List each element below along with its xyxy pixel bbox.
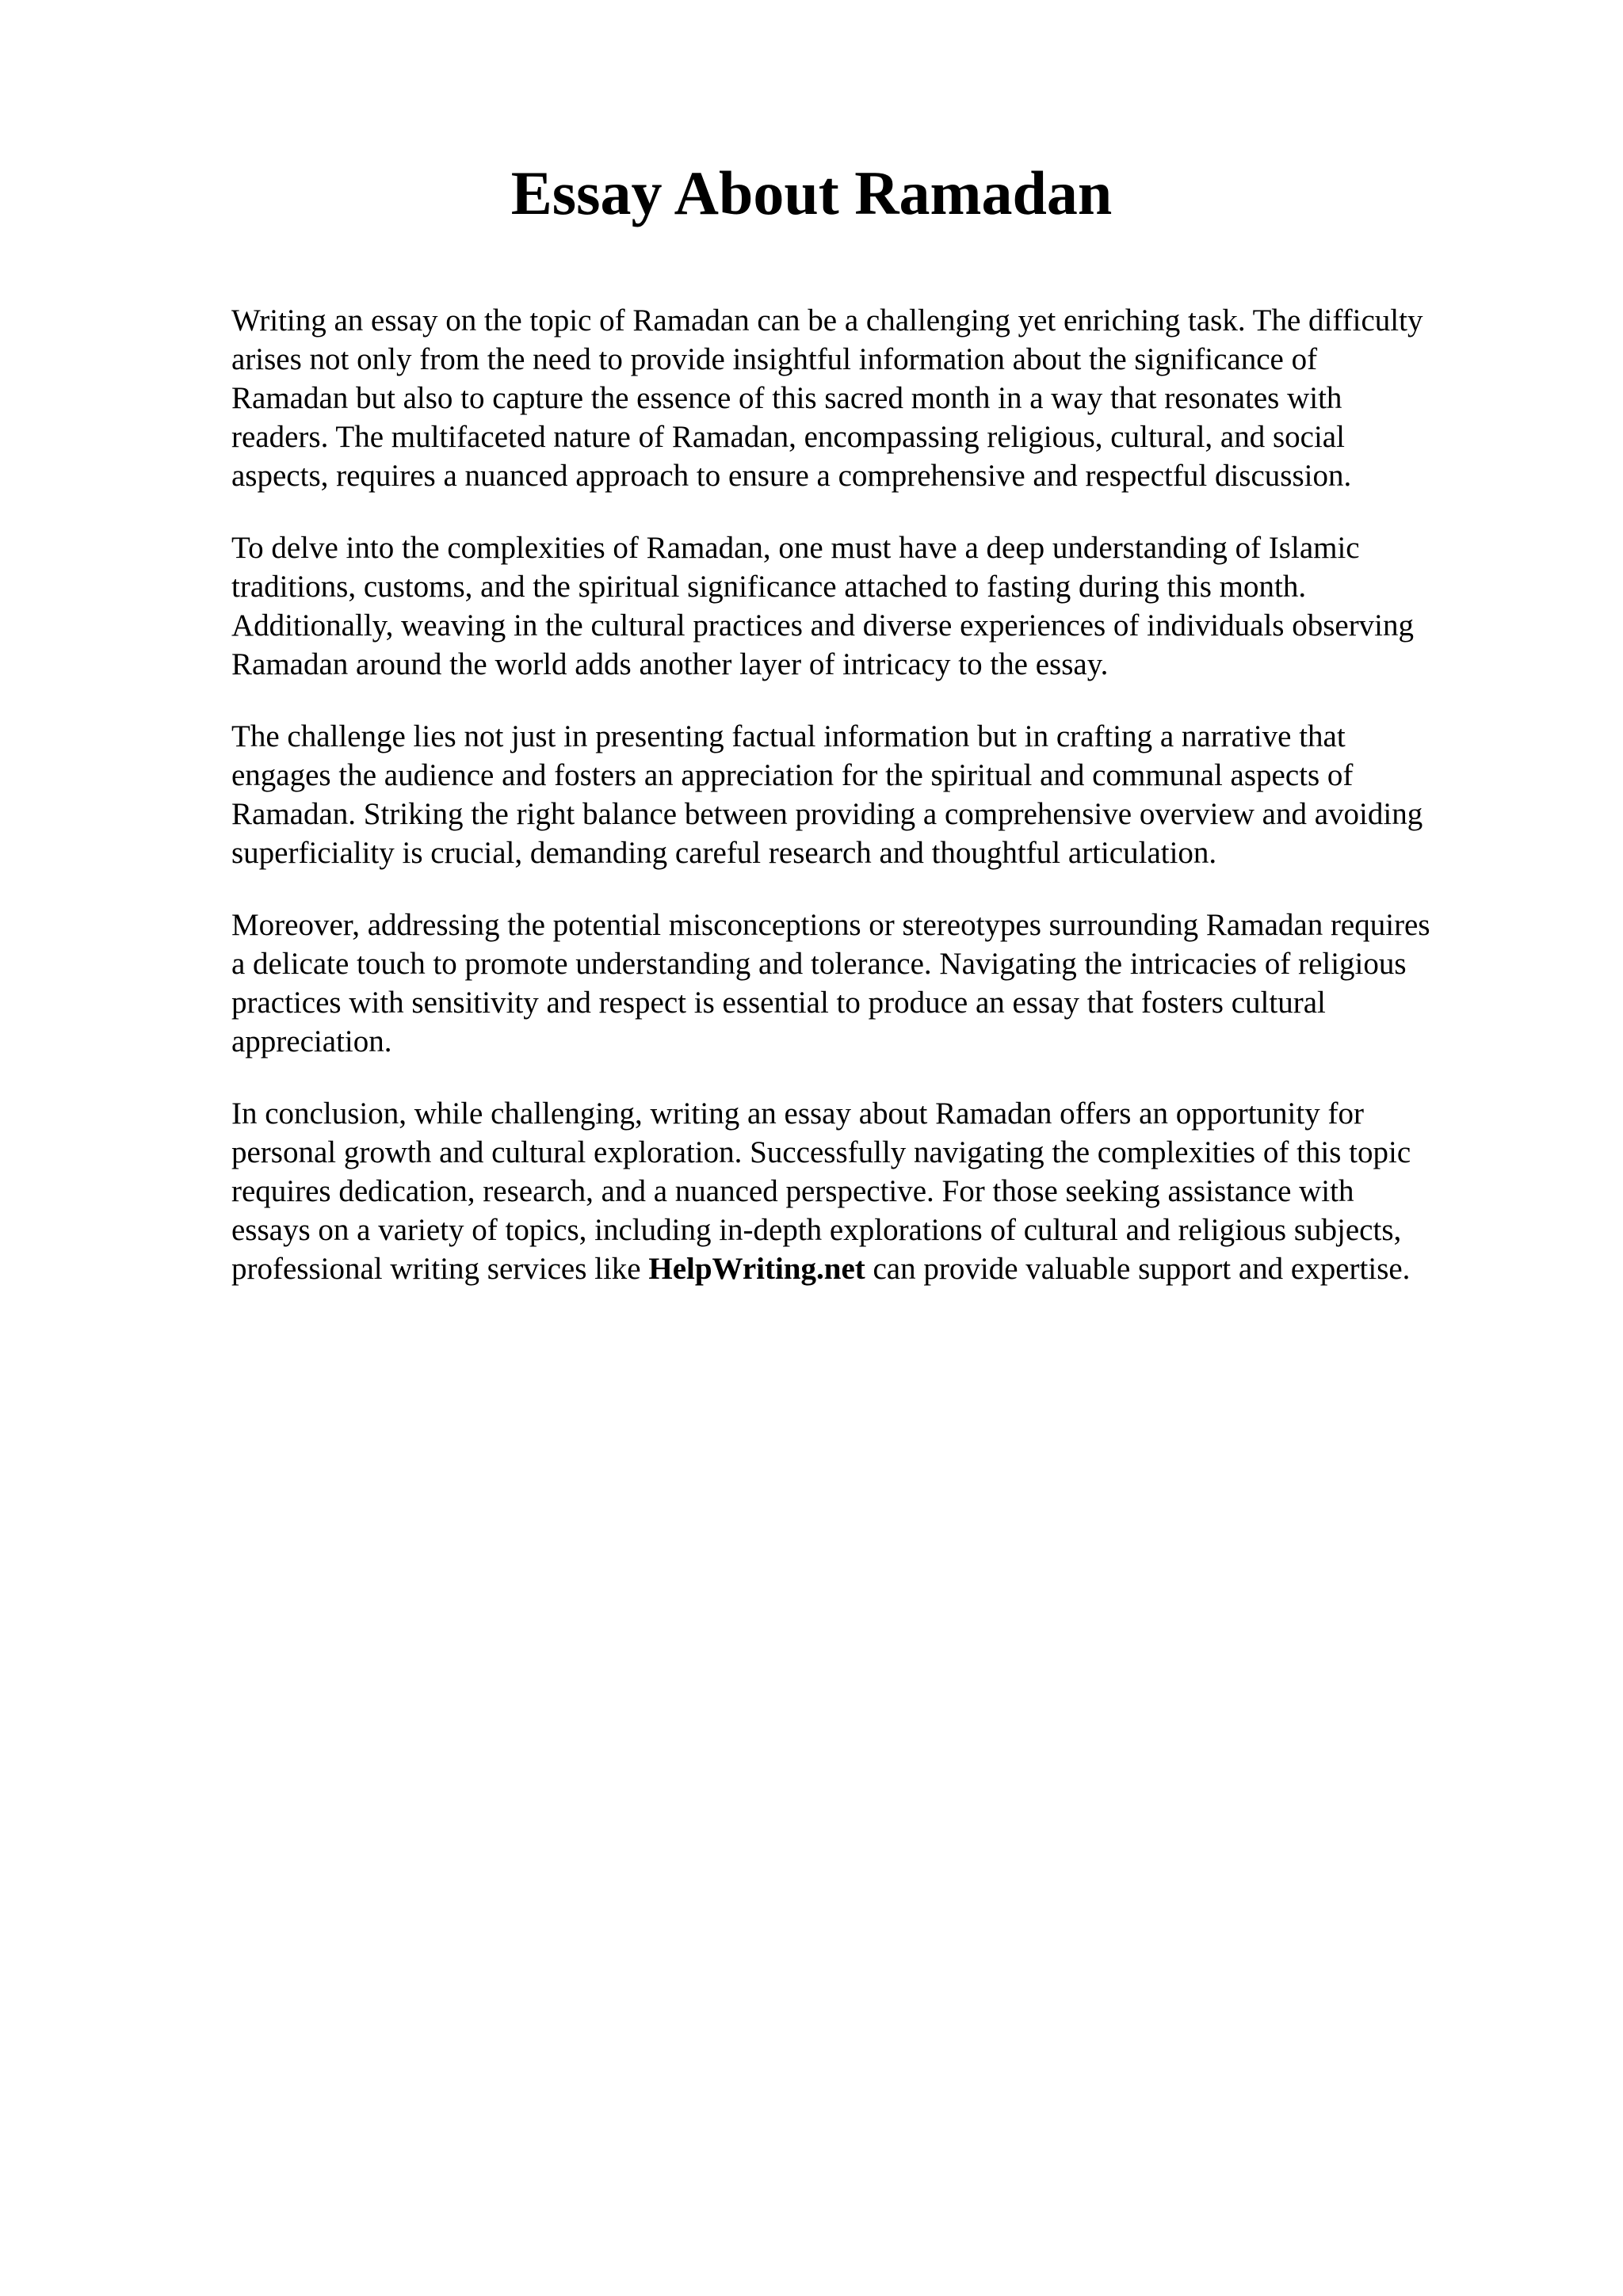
paragraph-5	[231, 1094, 1531, 1288]
paragraph-4	[231, 906, 1531, 1061]
text-line: practices with sensitivity and respect is essential to produce an essay that fosters cultural	[231, 986, 1326, 1020]
text-line: superficiality is crucial, demanding careful research and thoughtful articulation.	[231, 836, 1217, 870]
text-line: Additionally, weaving in the cultural practices and diverse experiences of individuals observing	[231, 608, 1415, 643]
page-title: Essay About Ramadan	[510, 158, 1113, 227]
paragraph-3	[231, 717, 1531, 872]
text-line: In conclusion, while challenging, writing an essay about Ramadan offers an opportunity for	[231, 1097, 1364, 1131]
text-line: Ramadan around the world adds another layer of intricacy to the essay.	[231, 647, 1109, 681]
text-line: a delicate touch to promote understanding and tolerance. Navigating the intricacies of religious	[231, 947, 1407, 981]
text-line: traditions, customs, and the spiritual significance attached to fasting during this month.	[231, 570, 1307, 604]
text-line: The challenge lies not just in presenting factual information but in crafting a narrative that	[231, 719, 1346, 753]
text-line: aspects, requires a nuanced approach to ensure a comprehensive and respectful discussion.	[231, 459, 1352, 493]
text-before-brand: professional writing services like	[231, 1252, 649, 1286]
text-line-final	[231, 1249, 1531, 1288]
text-line: Moreover, addressing the potential misconceptions or stereotypes surrounding Ramadan requires	[231, 908, 1430, 942]
text-line: requires dedication, research, and a nuanced perspective. For those seeking assistance with	[231, 1174, 1354, 1208]
text-line: appreciation.	[231, 1024, 392, 1058]
text-line: Ramadan but also to capture the essence of this sacred month in a way that resonates with	[231, 381, 1342, 415]
text-line: Writing an essay on the topic of Ramadan can be a challenging yet enriching task. The difficulty	[231, 303, 1423, 338]
essay-body	[231, 301, 1531, 1322]
text-line: readers. The multifaceted nature of Ramadan, encompassing religious, cultural, and social	[231, 420, 1345, 454]
text-line: To delve into the complexities of Ramadan, one must have a deep understanding of Islamic	[231, 531, 1360, 565]
text-line: Ramadan. Striking the right balance between providing a comprehensive overview and avoiding	[231, 797, 1423, 831]
brand-name: HelpWriting.net	[648, 1252, 865, 1286]
paragraph-2	[231, 528, 1531, 684]
text-after-brand: can provide valuable support and expertise.	[865, 1252, 1411, 1286]
text-line: essays on a variety of topics, including in-depth explorations of cultural and religious subjects,	[231, 1213, 1402, 1247]
text-line: personal growth and cultural exploration. Successfully navigating the complexities of this topic	[231, 1135, 1411, 1169]
text-line: engages the audience and fosters an appreciation for the spiritual and communal aspects of	[231, 758, 1354, 792]
paragraph-1	[231, 301, 1531, 495]
text-line: arises not only from the need to provide insightful information about the significance of	[231, 342, 1318, 376]
